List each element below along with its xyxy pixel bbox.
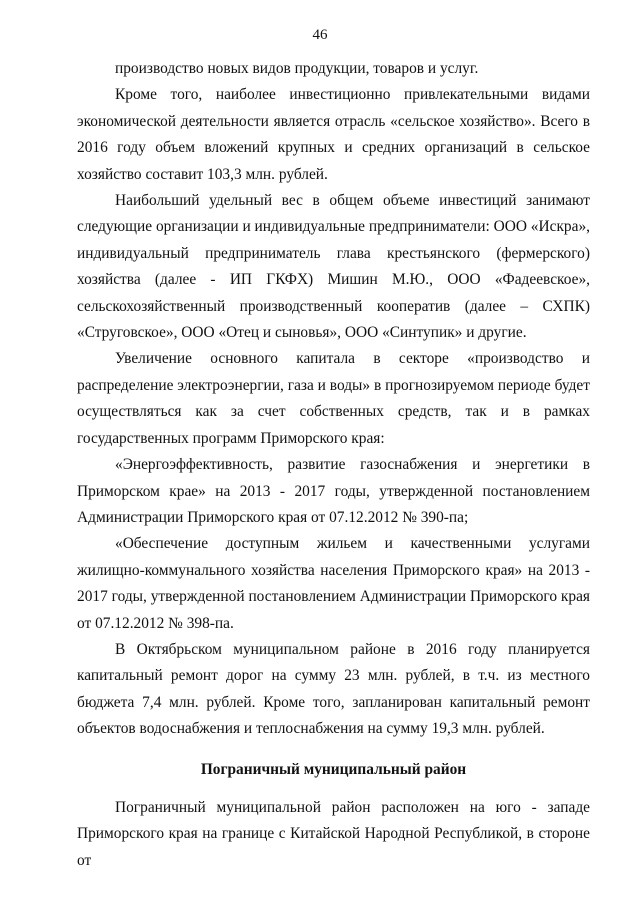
paragraph-capital-increase: Увеличение основного капитала в секторе «производство и распределение электроэнергии, газа и воды» в прогнозируемом периоде будет осуществляться как за счет собственных средств, так и в рамках государственных программ Приморского края: — [77, 350, 590, 447]
paragraph-oktyabrsky-district: В Октябрьском муниципальном районе в 2016 году планируется капитальный ремонт дорог на сумму 23 млн. рублей, в т.ч. из местного бюджета 7,4 млн. рублей. Кроме того, запланирован капитальный ремонт объектов водоснабжения и теплоснабжения на сумму 19,3 млн. рублей. — [77, 640, 590, 738]
paragraph-production: производство новых видов продукции, товаров и услуг. — [115, 60, 479, 77]
document-body — [77, 56, 590, 874]
paragraph-agriculture: Кроме того, наиболее инвестиционно привлекательными видами экономической деятельности является отрасль «сельское хозяйство». Всего в 2016 году объем вложений крупных и средних организаций в сельское хозяйство составит 103,3 млн. рублей. — [77, 86, 590, 183]
paragraph-energy-program: «Энергоэффективность, развитие газоснабжения и энергетики в Приморском крае» на 2013 - 2017 годы, утвержденной постановлением Администрации Приморского края от 07.12.2012 № 390-па; — [77, 456, 590, 526]
paragraph-organizations: Наибольший удельный вес в общем объеме инвестиций занимают следующие организации и индивидуальные предприниматели: ООО «Искра», индивидуальный предприниматель глава крестьянского (фермерского) хозяйства (далее - ИП ГКФХ) Мишин М.Ю., ООО «Фадеевское», сельскохозяйственный производственный кооператив (далее – СХПК) «Струговское», ООО «Отец и сыновья», ООО «Синтупик» и другие. — [77, 192, 590, 342]
section-heading: Пограничный муниципальный район — [200, 760, 467, 778]
page-number: 46 — [312, 27, 328, 43]
paragraph-pogranichny-district: Пограничный муниципальной район расположен на юго - западе Приморского края на границе с Китайской Народной Республикой, в стороне от — [77, 798, 590, 869]
paragraph-housing-program: «Обеспечение доступным жильем и качественными услугами жилищно-коммунального хозяйства населения Приморского края» на 2013 - 2017 годы, утвержденной постановлением Администрации Приморского края от 07.12.2012 № 398-па. — [77, 535, 590, 632]
